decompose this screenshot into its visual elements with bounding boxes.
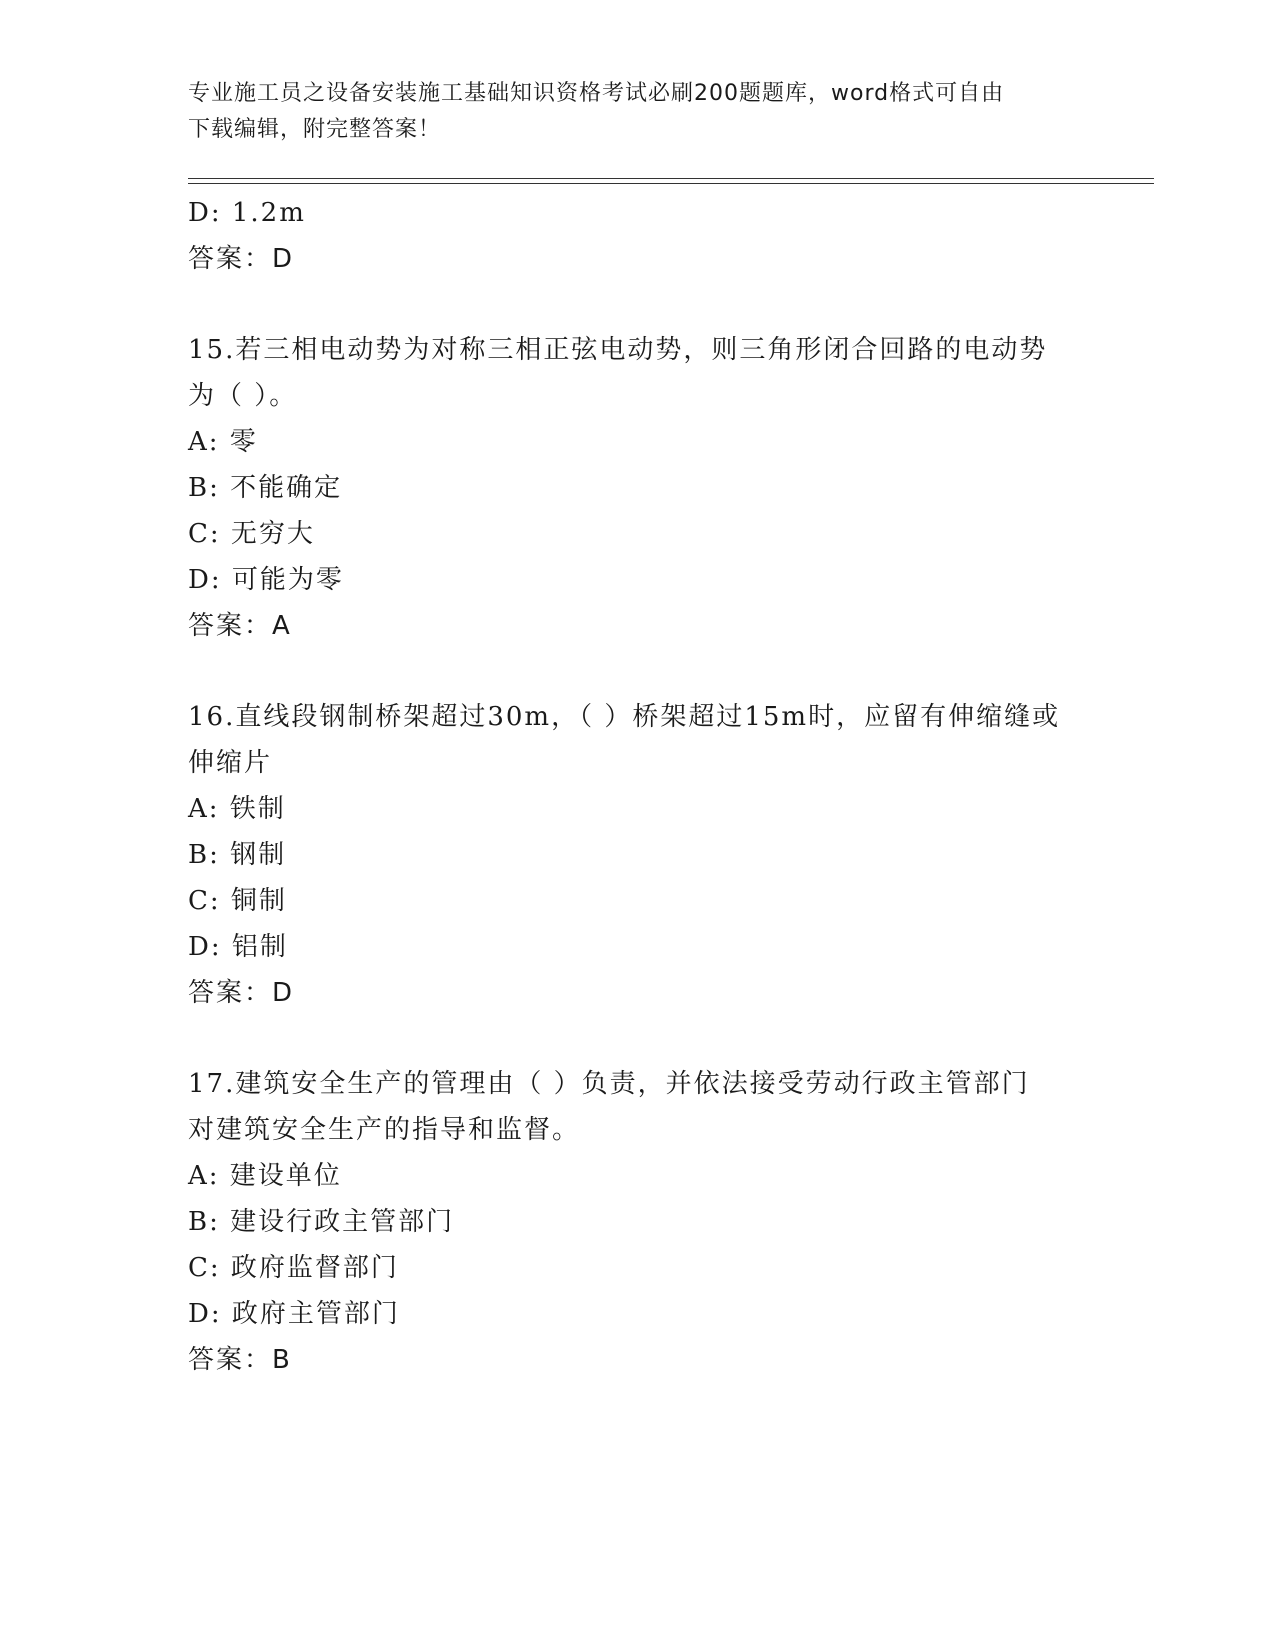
header-line-2: 下载编辑，附完整答案！ bbox=[188, 117, 442, 142]
question-text-line-2: 伸缩片 bbox=[188, 748, 273, 778]
option-d: D: 铝制 bbox=[188, 932, 288, 962]
spacer bbox=[188, 1016, 1088, 1061]
question-text-line-1: 17.建筑安全生产的管理由（ ）负责，并依法接受劳动行政主管部门 bbox=[188, 1069, 1030, 1099]
option-a: A: 建设单位 bbox=[188, 1161, 342, 1191]
option-c: C: 无穷大 bbox=[188, 519, 315, 549]
option-b: B: 不能确定 bbox=[188, 473, 343, 503]
option-b: B: 钢制 bbox=[188, 840, 287, 870]
option-d: D: 政府主管部门 bbox=[188, 1299, 400, 1329]
question-list bbox=[188, 190, 1088, 1383]
question-16 bbox=[188, 694, 1088, 1016]
previous-option-d: D: 1.2m bbox=[188, 198, 306, 228]
option-d: D: 可能为零 bbox=[188, 565, 344, 595]
option-b: B: 建设行政主管部门 bbox=[188, 1207, 455, 1237]
option-c: C: 政府监督部门 bbox=[188, 1253, 399, 1283]
header-line-1: 专业施工员之设备安装施工基础知识资格考试必刷200题题库，word格式可自由 bbox=[188, 81, 1005, 106]
question-text-line-1: 15.若三相电动势为对称三相正弦电动势，则三角形闭合回路的电动势 bbox=[188, 335, 1048, 365]
option-c: C: 铜制 bbox=[188, 886, 287, 916]
option-a: A: 铁制 bbox=[188, 794, 286, 824]
question-text-line-2: 为（ ）。 bbox=[188, 381, 298, 411]
document-header bbox=[188, 76, 1088, 148]
header-divider-top bbox=[188, 178, 1154, 179]
answer: 答案：D bbox=[188, 978, 295, 1008]
question-15 bbox=[188, 327, 1088, 649]
question-text-line-2: 对建筑安全生产的指导和监督。 bbox=[188, 1115, 581, 1145]
question-17 bbox=[188, 1061, 1088, 1383]
header-divider-bottom bbox=[188, 183, 1154, 184]
previous-answer: 答案：D bbox=[188, 244, 295, 274]
answer: 答案：B bbox=[188, 1345, 292, 1375]
spacer bbox=[188, 282, 1088, 327]
answer: 答案：A bbox=[188, 611, 292, 641]
question-text-line-1: 16.直线段钢制桥架超过30m，（ ）桥架超过15m时，应留有伸缩缝或 bbox=[188, 702, 1061, 732]
option-a: A: 零 bbox=[188, 427, 258, 457]
spacer bbox=[188, 649, 1088, 694]
